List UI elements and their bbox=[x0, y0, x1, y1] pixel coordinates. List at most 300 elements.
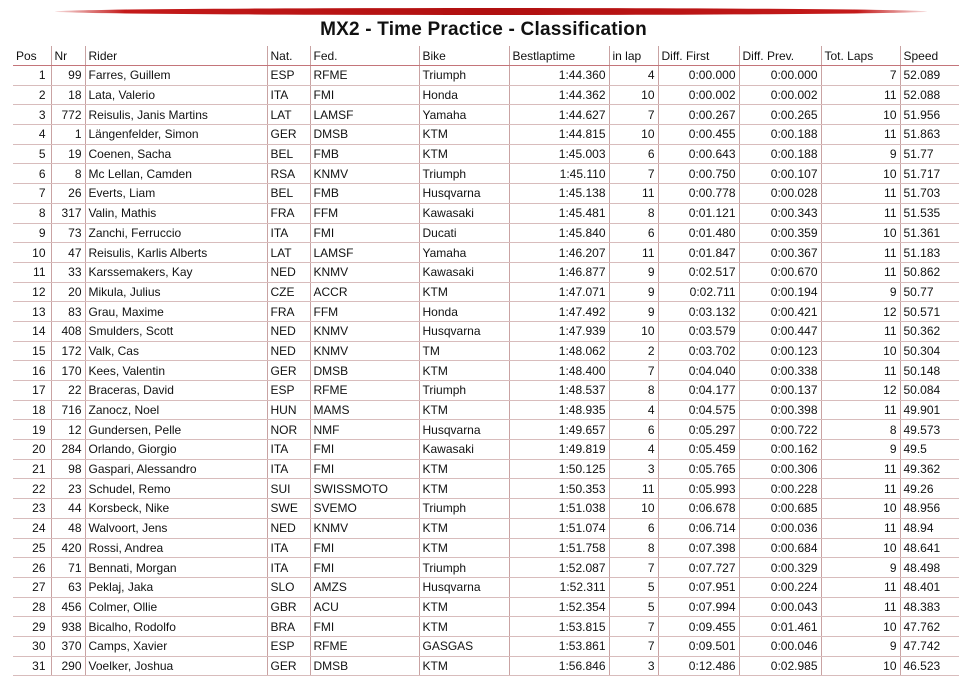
cell-fed: MAMS bbox=[310, 400, 419, 420]
cell-bike: Ducati bbox=[419, 223, 509, 243]
cell-fed: SWISSMOTO bbox=[310, 479, 419, 499]
cell-diff-prev: 0:00.002 bbox=[739, 85, 821, 105]
cell-diff-first: 0:05.993 bbox=[658, 479, 739, 499]
cell-diff-first: 0:00.267 bbox=[658, 105, 739, 125]
cell-nr: 18 bbox=[51, 85, 85, 105]
cell-bike: KTM bbox=[419, 361, 509, 381]
cell-speed: 49.26 bbox=[900, 479, 959, 499]
column-header-bestlaptime: Bestlaptime bbox=[509, 46, 609, 66]
cell-tot-laps: 10 bbox=[821, 499, 900, 519]
cell-pos: 21 bbox=[13, 459, 51, 479]
cell-nr: 44 bbox=[51, 499, 85, 519]
cell-diff-first: 0:07.398 bbox=[658, 538, 739, 558]
cell-bike: Yamaha bbox=[419, 243, 509, 263]
cell-nat: BEL bbox=[267, 184, 310, 204]
cell-bestlaptime: 1:50.125 bbox=[509, 459, 609, 479]
cell-nr: 12 bbox=[51, 420, 85, 440]
cell-speed: 48.641 bbox=[900, 538, 959, 558]
table-row bbox=[13, 459, 959, 479]
cell-nat: ITA bbox=[267, 459, 310, 479]
cell-speed: 51.535 bbox=[900, 203, 959, 223]
cell-in-lap: 11 bbox=[609, 184, 658, 204]
cell-nr: 63 bbox=[51, 577, 85, 597]
cell-pos: 1 bbox=[13, 66, 51, 86]
cell-nr: 71 bbox=[51, 558, 85, 578]
cell-tot-laps: 9 bbox=[821, 636, 900, 656]
cell-pos: 16 bbox=[13, 361, 51, 381]
cell-nr: 170 bbox=[51, 361, 85, 381]
cell-bestlaptime: 1:45.481 bbox=[509, 203, 609, 223]
cell-bestlaptime: 1:44.627 bbox=[509, 105, 609, 125]
cell-speed: 52.088 bbox=[900, 85, 959, 105]
cell-diff-prev: 0:00.329 bbox=[739, 558, 821, 578]
column-header-nr: Nr bbox=[51, 46, 85, 66]
cell-in-lap: 7 bbox=[609, 558, 658, 578]
cell-bike: KTM bbox=[419, 125, 509, 145]
cell-diff-prev: 0:00.338 bbox=[739, 361, 821, 381]
cell-tot-laps: 10 bbox=[821, 223, 900, 243]
cell-diff-first: 0:07.994 bbox=[658, 597, 739, 617]
cell-diff-first: 0:07.727 bbox=[658, 558, 739, 578]
cell-tot-laps: 11 bbox=[821, 518, 900, 538]
cell-in-lap: 3 bbox=[609, 656, 658, 676]
cell-pos: 23 bbox=[13, 499, 51, 519]
cell-diff-first: 0:00.750 bbox=[658, 164, 739, 184]
cell-fed: KNMV bbox=[310, 518, 419, 538]
cell-nat: ITA bbox=[267, 223, 310, 243]
cell-tot-laps: 11 bbox=[821, 479, 900, 499]
cell-rider: Längenfelder, Simon bbox=[85, 125, 267, 145]
cell-pos: 12 bbox=[13, 282, 51, 302]
cell-diff-prev: 0:00.265 bbox=[739, 105, 821, 125]
cell-pos: 7 bbox=[13, 184, 51, 204]
cell-bestlaptime: 1:51.038 bbox=[509, 499, 609, 519]
cell-tot-laps: 10 bbox=[821, 538, 900, 558]
cell-in-lap: 4 bbox=[609, 66, 658, 86]
cell-bike: KTM bbox=[419, 656, 509, 676]
cell-nat: SWE bbox=[267, 499, 310, 519]
cell-pos: 13 bbox=[13, 302, 51, 322]
cell-bestlaptime: 1:53.815 bbox=[509, 617, 609, 637]
cell-diff-prev: 0:00.188 bbox=[739, 144, 821, 164]
cell-nr: 73 bbox=[51, 223, 85, 243]
cell-diff-first: 0:04.177 bbox=[658, 381, 739, 401]
cell-nat: GBR bbox=[267, 597, 310, 617]
cell-diff-prev: 0:00.306 bbox=[739, 459, 821, 479]
cell-bestlaptime: 1:49.657 bbox=[509, 420, 609, 440]
cell-fed: DMSB bbox=[310, 656, 419, 676]
cell-in-lap: 9 bbox=[609, 262, 658, 282]
cell-speed: 51.956 bbox=[900, 105, 959, 125]
cell-rider: Colmer, Ollie bbox=[85, 597, 267, 617]
cell-diff-prev: 0:00.685 bbox=[739, 499, 821, 519]
cell-rider: Karssemakers, Kay bbox=[85, 262, 267, 282]
cell-rider: Zanchi, Ferruccio bbox=[85, 223, 267, 243]
cell-speed: 47.742 bbox=[900, 636, 959, 656]
table-row bbox=[13, 282, 959, 302]
cell-bestlaptime: 1:56.846 bbox=[509, 656, 609, 676]
cell-pos: 27 bbox=[13, 577, 51, 597]
cell-bestlaptime: 1:48.062 bbox=[509, 341, 609, 361]
cell-diff-prev: 0:00.036 bbox=[739, 518, 821, 538]
cell-in-lap: 10 bbox=[609, 499, 658, 519]
cell-pos: 14 bbox=[13, 321, 51, 341]
cell-bike: GASGAS bbox=[419, 636, 509, 656]
cell-tot-laps: 9 bbox=[821, 144, 900, 164]
cell-in-lap: 3 bbox=[609, 459, 658, 479]
cell-in-lap: 6 bbox=[609, 144, 658, 164]
cell-bestlaptime: 1:46.877 bbox=[509, 262, 609, 282]
cell-fed: FMI bbox=[310, 558, 419, 578]
cell-fed: FFM bbox=[310, 302, 419, 322]
cell-rider: Reisulis, Janis Martins bbox=[85, 105, 267, 125]
cell-rider: Farres, Guillem bbox=[85, 66, 267, 86]
table-row bbox=[13, 558, 959, 578]
table-row bbox=[13, 144, 959, 164]
cell-nr: 48 bbox=[51, 518, 85, 538]
cell-nat: BRA bbox=[267, 617, 310, 637]
cell-bike: KTM bbox=[419, 518, 509, 538]
cell-nr: 408 bbox=[51, 321, 85, 341]
cell-pos: 4 bbox=[13, 125, 51, 145]
cell-nat: ITA bbox=[267, 558, 310, 578]
cell-fed: ACCR bbox=[310, 282, 419, 302]
cell-rider: Kees, Valentin bbox=[85, 361, 267, 381]
red-brush-stroke bbox=[55, 8, 927, 15]
cell-diff-prev: 0:00.447 bbox=[739, 321, 821, 341]
cell-tot-laps: 11 bbox=[821, 262, 900, 282]
cell-bestlaptime: 1:45.110 bbox=[509, 164, 609, 184]
cell-pos: 11 bbox=[13, 262, 51, 282]
cell-diff-first: 0:00.002 bbox=[658, 85, 739, 105]
cell-diff-prev: 0:00.043 bbox=[739, 597, 821, 617]
cell-bike: KTM bbox=[419, 282, 509, 302]
table-row bbox=[13, 440, 959, 460]
cell-in-lap: 8 bbox=[609, 203, 658, 223]
cell-tot-laps: 10 bbox=[821, 617, 900, 637]
cell-tot-laps: 9 bbox=[821, 282, 900, 302]
cell-in-lap: 7 bbox=[609, 636, 658, 656]
cell-fed: FMI bbox=[310, 223, 419, 243]
cell-speed: 51.703 bbox=[900, 184, 959, 204]
cell-tot-laps: 11 bbox=[821, 577, 900, 597]
cell-diff-prev: 0:00.367 bbox=[739, 243, 821, 263]
cell-in-lap: 11 bbox=[609, 479, 658, 499]
table-body bbox=[13, 66, 959, 676]
cell-pos: 17 bbox=[13, 381, 51, 401]
cell-nat: NED bbox=[267, 262, 310, 282]
table-row bbox=[13, 184, 959, 204]
cell-diff-first: 0:05.459 bbox=[658, 440, 739, 460]
cell-fed: FMI bbox=[310, 459, 419, 479]
cell-in-lap: 7 bbox=[609, 105, 658, 125]
cell-speed: 50.862 bbox=[900, 262, 959, 282]
table-row bbox=[13, 125, 959, 145]
cell-nr: 23 bbox=[51, 479, 85, 499]
cell-pos: 29 bbox=[13, 617, 51, 637]
cell-fed: FMI bbox=[310, 538, 419, 558]
table-row bbox=[13, 656, 959, 676]
cell-diff-first: 0:06.678 bbox=[658, 499, 739, 519]
cell-diff-first: 0:05.297 bbox=[658, 420, 739, 440]
cell-bestlaptime: 1:48.400 bbox=[509, 361, 609, 381]
cell-diff-prev: 0:02.985 bbox=[739, 656, 821, 676]
cell-diff-first: 0:00.000 bbox=[658, 66, 739, 86]
cell-bestlaptime: 1:45.003 bbox=[509, 144, 609, 164]
cell-rider: Zanocz, Noel bbox=[85, 400, 267, 420]
cell-pos: 8 bbox=[13, 203, 51, 223]
cell-bike: Triumph bbox=[419, 499, 509, 519]
cell-in-lap: 8 bbox=[609, 381, 658, 401]
cell-speed: 50.77 bbox=[900, 282, 959, 302]
cell-diff-first: 0:04.575 bbox=[658, 400, 739, 420]
cell-fed: DMSB bbox=[310, 125, 419, 145]
cell-speed: 50.148 bbox=[900, 361, 959, 381]
cell-pos: 10 bbox=[13, 243, 51, 263]
cell-diff-prev: 0:00.046 bbox=[739, 636, 821, 656]
cell-nr: 47 bbox=[51, 243, 85, 263]
cell-bike: TM bbox=[419, 341, 509, 361]
cell-in-lap: 8 bbox=[609, 538, 658, 558]
cell-nr: 290 bbox=[51, 656, 85, 676]
cell-nr: 456 bbox=[51, 597, 85, 617]
cell-diff-first: 0:06.714 bbox=[658, 518, 739, 538]
cell-diff-first: 0:00.778 bbox=[658, 184, 739, 204]
cell-nr: 284 bbox=[51, 440, 85, 460]
cell-diff-first: 0:03.702 bbox=[658, 341, 739, 361]
cell-speed: 49.573 bbox=[900, 420, 959, 440]
cell-diff-first: 0:00.643 bbox=[658, 144, 739, 164]
cell-diff-first: 0:03.579 bbox=[658, 321, 739, 341]
cell-pos: 19 bbox=[13, 420, 51, 440]
cell-in-lap: 7 bbox=[609, 361, 658, 381]
cell-rider: Korsbeck, Nike bbox=[85, 499, 267, 519]
cell-nr: 33 bbox=[51, 262, 85, 282]
cell-nr: 420 bbox=[51, 538, 85, 558]
cell-diff-prev: 0:00.359 bbox=[739, 223, 821, 243]
cell-fed: NMF bbox=[310, 420, 419, 440]
column-header-bike: Bike bbox=[419, 46, 509, 66]
cell-tot-laps: 10 bbox=[821, 656, 900, 676]
table-row bbox=[13, 499, 959, 519]
cell-nr: 98 bbox=[51, 459, 85, 479]
cell-nr: 772 bbox=[51, 105, 85, 125]
cell-bike: Triumph bbox=[419, 381, 509, 401]
cell-diff-prev: 0:00.123 bbox=[739, 341, 821, 361]
cell-diff-prev: 0:01.461 bbox=[739, 617, 821, 637]
cell-diff-prev: 0:00.137 bbox=[739, 381, 821, 401]
cell-pos: 2 bbox=[13, 85, 51, 105]
table-row bbox=[13, 85, 959, 105]
cell-rider: Gundersen, Pelle bbox=[85, 420, 267, 440]
cell-rider: Camps, Xavier bbox=[85, 636, 267, 656]
cell-nat: NED bbox=[267, 321, 310, 341]
cell-bike: Husqvarna bbox=[419, 577, 509, 597]
cell-pos: 28 bbox=[13, 597, 51, 617]
cell-bestlaptime: 1:44.360 bbox=[509, 66, 609, 86]
cell-diff-prev: 0:00.722 bbox=[739, 420, 821, 440]
table-header-row bbox=[13, 46, 959, 66]
cell-rider: Mikula, Julius bbox=[85, 282, 267, 302]
cell-speed: 48.401 bbox=[900, 577, 959, 597]
cell-fed: FMB bbox=[310, 144, 419, 164]
cell-nat: LAT bbox=[267, 105, 310, 125]
cell-bike: KTM bbox=[419, 459, 509, 479]
column-header-diff-prev: Diff. Prev. bbox=[739, 46, 821, 66]
cell-tot-laps: 11 bbox=[821, 361, 900, 381]
cell-tot-laps: 11 bbox=[821, 184, 900, 204]
column-header-fed: Fed. bbox=[310, 46, 419, 66]
table-row bbox=[13, 164, 959, 184]
cell-tot-laps: 8 bbox=[821, 420, 900, 440]
cell-nr: 26 bbox=[51, 184, 85, 204]
cell-in-lap: 6 bbox=[609, 223, 658, 243]
table-row bbox=[13, 636, 959, 656]
cell-pos: 6 bbox=[13, 164, 51, 184]
cell-bestlaptime: 1:52.354 bbox=[509, 597, 609, 617]
cell-fed: FMI bbox=[310, 440, 419, 460]
cell-bestlaptime: 1:46.207 bbox=[509, 243, 609, 263]
cell-bike: KTM bbox=[419, 617, 509, 637]
cell-rider: Mc Lellan, Camden bbox=[85, 164, 267, 184]
cell-bestlaptime: 1:45.138 bbox=[509, 184, 609, 204]
cell-pos: 18 bbox=[13, 400, 51, 420]
cell-in-lap: 10 bbox=[609, 125, 658, 145]
cell-speed: 50.571 bbox=[900, 302, 959, 322]
cell-nr: 8 bbox=[51, 164, 85, 184]
table-row bbox=[13, 105, 959, 125]
cell-bike: KTM bbox=[419, 144, 509, 164]
cell-diff-first: 0:03.132 bbox=[658, 302, 739, 322]
cell-tot-laps: 11 bbox=[821, 125, 900, 145]
cell-fed: FMI bbox=[310, 617, 419, 637]
cell-fed: LAMSF bbox=[310, 105, 419, 125]
cell-tot-laps: 10 bbox=[821, 105, 900, 125]
cell-diff-prev: 0:00.162 bbox=[739, 440, 821, 460]
table-row bbox=[13, 341, 959, 361]
cell-bestlaptime: 1:48.935 bbox=[509, 400, 609, 420]
cell-bestlaptime: 1:49.819 bbox=[509, 440, 609, 460]
cell-diff-prev: 0:00.107 bbox=[739, 164, 821, 184]
cell-in-lap: 4 bbox=[609, 400, 658, 420]
cell-tot-laps: 11 bbox=[821, 243, 900, 263]
table-row bbox=[13, 479, 959, 499]
cell-tot-laps: 9 bbox=[821, 558, 900, 578]
cell-tot-laps: 10 bbox=[821, 341, 900, 361]
cell-nat: ITA bbox=[267, 85, 310, 105]
cell-bike: KTM bbox=[419, 479, 509, 499]
cell-fed: AMZS bbox=[310, 577, 419, 597]
cell-speed: 49.5 bbox=[900, 440, 959, 460]
cell-diff-first: 0:02.711 bbox=[658, 282, 739, 302]
cell-fed: RFME bbox=[310, 381, 419, 401]
cell-nr: 1 bbox=[51, 125, 85, 145]
cell-speed: 51.183 bbox=[900, 243, 959, 263]
cell-in-lap: 11 bbox=[609, 243, 658, 263]
table-row bbox=[13, 302, 959, 322]
cell-nat: ITA bbox=[267, 538, 310, 558]
cell-nat: RSA bbox=[267, 164, 310, 184]
cell-bestlaptime: 1:52.311 bbox=[509, 577, 609, 597]
table-row bbox=[13, 66, 959, 86]
cell-bike: Yamaha bbox=[419, 105, 509, 125]
cell-speed: 48.498 bbox=[900, 558, 959, 578]
cell-nr: 370 bbox=[51, 636, 85, 656]
cell-bestlaptime: 1:44.815 bbox=[509, 125, 609, 145]
cell-bestlaptime: 1:48.537 bbox=[509, 381, 609, 401]
table-row bbox=[13, 223, 959, 243]
cell-speed: 49.362 bbox=[900, 459, 959, 479]
cell-diff-prev: 0:00.228 bbox=[739, 479, 821, 499]
cell-tot-laps: 10 bbox=[821, 164, 900, 184]
cell-nat: ESP bbox=[267, 66, 310, 86]
cell-rider: Peklaj, Jaka bbox=[85, 577, 267, 597]
cell-pos: 20 bbox=[13, 440, 51, 460]
cell-nr: 938 bbox=[51, 617, 85, 637]
cell-rider: Schudel, Remo bbox=[85, 479, 267, 499]
cell-in-lap: 10 bbox=[609, 85, 658, 105]
table-row bbox=[13, 321, 959, 341]
cell-in-lap: 5 bbox=[609, 577, 658, 597]
cell-speed: 51.863 bbox=[900, 125, 959, 145]
cell-pos: 5 bbox=[13, 144, 51, 164]
column-header-in-lap: in lap bbox=[609, 46, 658, 66]
cell-diff-first: 0:07.951 bbox=[658, 577, 739, 597]
cell-bestlaptime: 1:51.074 bbox=[509, 518, 609, 538]
table-row bbox=[13, 243, 959, 263]
cell-diff-prev: 0:00.670 bbox=[739, 262, 821, 282]
cell-in-lap: 5 bbox=[609, 597, 658, 617]
cell-tot-laps: 9 bbox=[821, 440, 900, 460]
cell-bike: Kawasaki bbox=[419, 203, 509, 223]
cell-bestlaptime: 1:51.758 bbox=[509, 538, 609, 558]
cell-rider: Everts, Liam bbox=[85, 184, 267, 204]
cell-diff-first: 0:01.480 bbox=[658, 223, 739, 243]
cell-bike: Kawasaki bbox=[419, 440, 509, 460]
cell-fed: DMSB bbox=[310, 361, 419, 381]
cell-bestlaptime: 1:50.353 bbox=[509, 479, 609, 499]
cell-nat: SUI bbox=[267, 479, 310, 499]
cell-nr: 172 bbox=[51, 341, 85, 361]
cell-pos: 24 bbox=[13, 518, 51, 538]
cell-speed: 49.901 bbox=[900, 400, 959, 420]
column-header-nat: Nat. bbox=[267, 46, 310, 66]
cell-speed: 48.956 bbox=[900, 499, 959, 519]
cell-fed: RFME bbox=[310, 636, 419, 656]
cell-fed: RFME bbox=[310, 66, 419, 86]
cell-rider: Valk, Cas bbox=[85, 341, 267, 361]
table-row bbox=[13, 617, 959, 637]
cell-bike: KTM bbox=[419, 400, 509, 420]
cell-in-lap: 7 bbox=[609, 617, 658, 637]
cell-fed: LAMSF bbox=[310, 243, 419, 263]
cell-tot-laps: 11 bbox=[821, 400, 900, 420]
cell-rider: Bennati, Morgan bbox=[85, 558, 267, 578]
cell-diff-prev: 0:00.224 bbox=[739, 577, 821, 597]
cell-bike: Husqvarna bbox=[419, 184, 509, 204]
cell-tot-laps: 11 bbox=[821, 597, 900, 617]
cell-diff-prev: 0:00.028 bbox=[739, 184, 821, 204]
cell-speed: 51.361 bbox=[900, 223, 959, 243]
cell-speed: 51.77 bbox=[900, 144, 959, 164]
page-title: MX2 - Time Practice - Classification bbox=[320, 19, 647, 40]
cell-rider: Rossi, Andrea bbox=[85, 538, 267, 558]
table-row bbox=[13, 400, 959, 420]
cell-diff-prev: 0:00.343 bbox=[739, 203, 821, 223]
cell-nr: 99 bbox=[51, 66, 85, 86]
cell-diff-prev: 0:00.398 bbox=[739, 400, 821, 420]
table-row bbox=[13, 203, 959, 223]
